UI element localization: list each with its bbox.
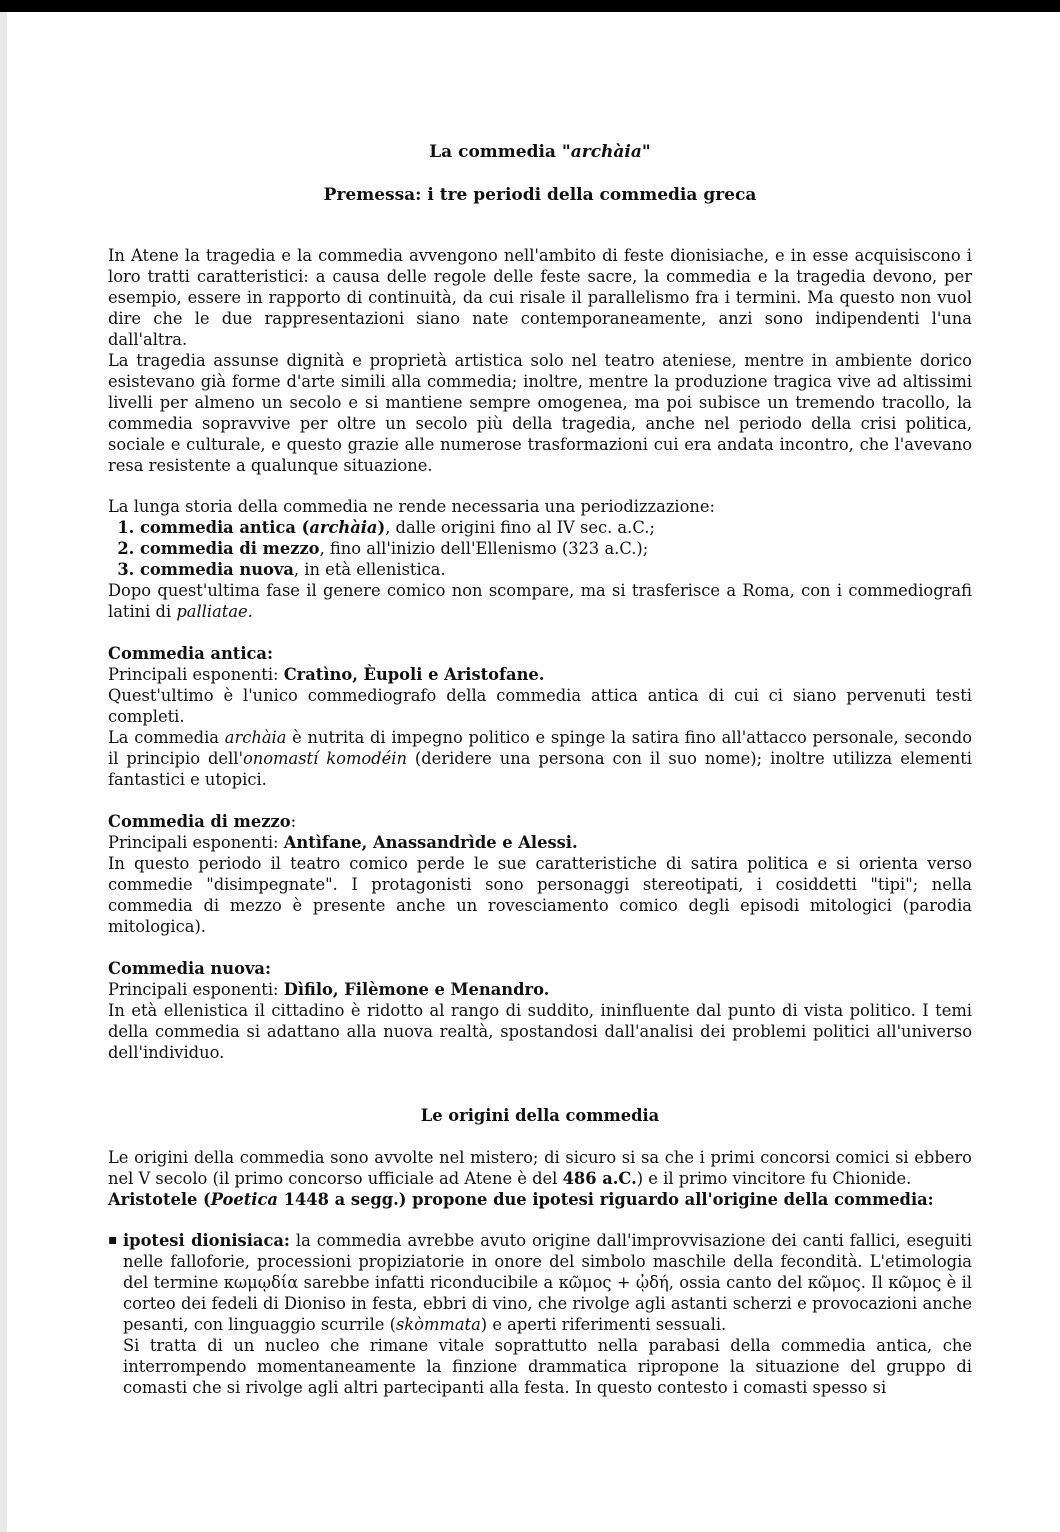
paragraph-intro-1: In Atene la tragedia e la commedia avvengono nell'ambito di feste dionisiache, e in esse acquisiscono i loro tratti caratteristici: a causa delle regole delle feste sacre, la commedia e la tragedia devono, per esempio, essere in rapporto di continuità, da cui risale il parallelismo fra i termini. Ma questo non vuol dire che le due rappresentazioni siano nate contemporaneamente, anzi sono indipendenti l'una dall'altra.	[108, 246, 972, 349]
paragraph-intro-2: La tragedia assunse dignità e proprietà artistica solo nel teatro ateniese, mentre in ambiente dorico esistevano già forme d'arte simili alla commedia; inoltre, mentre la produzione tragica vive ad altissimi livelli per almeno un secolo e si mantiene sempre omogenea, ma poi subisce un tremendo tracollo, la commedia sopravvive per oltre un secolo più della tragedia, anche nel periodo della crisi politica, sociale e culturale, e questo grazie alle numerose trasformazioni cui era andata incontro, che l'avevano resa resistente a qualunque situazione.	[108, 351, 972, 475]
top-bar	[0, 0, 1060, 12]
exponents-nuova: Principali esponenti: Dìfilo, Filèmone e Menandro.	[108, 980, 550, 999]
paragraph-after-periods: Dopo quest'ultima fase il genere comico non scompare, ma si trasferisce a Roma, con i commediografi latini di palliatae.	[108, 581, 972, 621]
document-title: La commedia "archàia"	[429, 142, 651, 162]
period-item: 1. commedia antica (archàia), dalle origini fino al IV sec. a.C.;	[140, 517, 972, 538]
document-page	[108, 142, 972, 1398]
section-title-premessa: Premessa: i tre periodi della commedia greca	[323, 185, 757, 205]
heading-commedia-nuova: Commedia nuova:	[108, 959, 271, 978]
hypothesis-list	[108, 1230, 972, 1398]
exponents-antica: Principali esponenti: Cratìno, Èupoli e Aristofane.	[108, 665, 545, 684]
paragraph-antica-1: Quest'ultimo è l'unico commediografo della commedia attica antica di cui ci siano pervenuti testi completi.	[108, 686, 972, 726]
period-list	[108, 517, 972, 580]
paragraph-antica-2: La commedia archàia è nutrita di impegno politico e spinge la satira fino all'attacco personale, secondo il principio dell'onomastí komodéin (deridere una persona con il suo nome); inoltre utilizza elementi fantastici e utopici.	[108, 728, 973, 789]
paragraph-periodization: La lunga storia della commedia ne rende necessaria una periodizzazione:	[108, 497, 716, 516]
heading-commedia-mezzo: Commedia di mezzo:	[108, 812, 297, 831]
paragraph-mezzo-1: In questo periodo il teatro comico perde le sue caratteristiche di satira politica e si orienta verso commedie "disimpegnate". I protagonisti sono personaggi stereotipati, i cosiddetti "tipi"; nella commedia di mezzo è presente anche un rovesciamento comico degli episodi mitologici (parodia mitologica).	[108, 854, 972, 936]
heading-origini: Le origini della commedia	[420, 1106, 660, 1125]
paragraph-nuova-1: In età ellenistica il cittadino è ridotto al rango di suddito, ininfluente dal punto di vista politico. I temi della commedia si adattano alla nuova realtà, spostandosi dall'analisi dei problemi politici all'universo dell'individuo.	[108, 1001, 972, 1062]
heading-commedia-antica: Commedia antica:	[108, 644, 273, 663]
page-edge-shadow	[0, 12, 7, 1532]
paragraph-aristotele: Aristotele (Poetica 1448 a segg.) propone due ipotesi riguardo all'origine della commedia:	[108, 1190, 934, 1209]
period-item: 2. commedia di mezzo, fino all'inizio dell'Ellenismo (323 a.C.);	[140, 538, 972, 559]
exponents-mezzo: Principali esponenti: Antìfane, Anassandrìde e Alessi.	[108, 833, 578, 852]
list-item-ipotesi-dionisiaca: ▪ ipotesi dionisiaca: la commedia avrebbe avuto origine dall'improvvisazione dei canti fallici, eseguiti nelle falloforie, processioni propiziatorie in onore del simbolo maschile della fecondità. L'etimologia del termine κωμῳδία sarebbe infatti riconducibile a κῶμος + ᾠδή, ossia canto del κῶμος. Il κῶμος è il corteo dei fedeli di Dioniso in festa, ebbri di vino, che rivolge agli astanti scherzi e provocazioni anche pesanti, con linguaggio scurrile (skòmmata) e aperti riferimenti sessuali. Si tratta di un nucleo che rimane vitale soprattutto nella parabasi della commedia antica, che interrompendo momentaneamente la finzione drammatica ripropone la situazione del gruppo di comasti che si rivolge agli altri partecipanti alla festa. In questo contesto i comasti spesso si	[123, 1230, 972, 1398]
period-item: 3. commedia nuova, in età ellenistica.	[140, 559, 972, 580]
paragraph-parabasi: Si tratta di un nucleo che rimane vitale soprattutto nella parabasi della commedia antica, che interrompendo momentaneamente la finzione drammatica ripropone la situazione del gruppo di comasti che si rivolge agli altri partecipanti alla festa. In questo contesto i comasti spesso si	[123, 1336, 972, 1397]
paragraph-origini-1: Le origini della commedia sono avvolte nel mistero; di sicuro si sa che i primi concorsi comici si ebbero nel V secolo (il primo concorso ufficiale ad Atene è del 486 a.C.) e il primo vincitore fu Chionide.	[108, 1148, 972, 1188]
